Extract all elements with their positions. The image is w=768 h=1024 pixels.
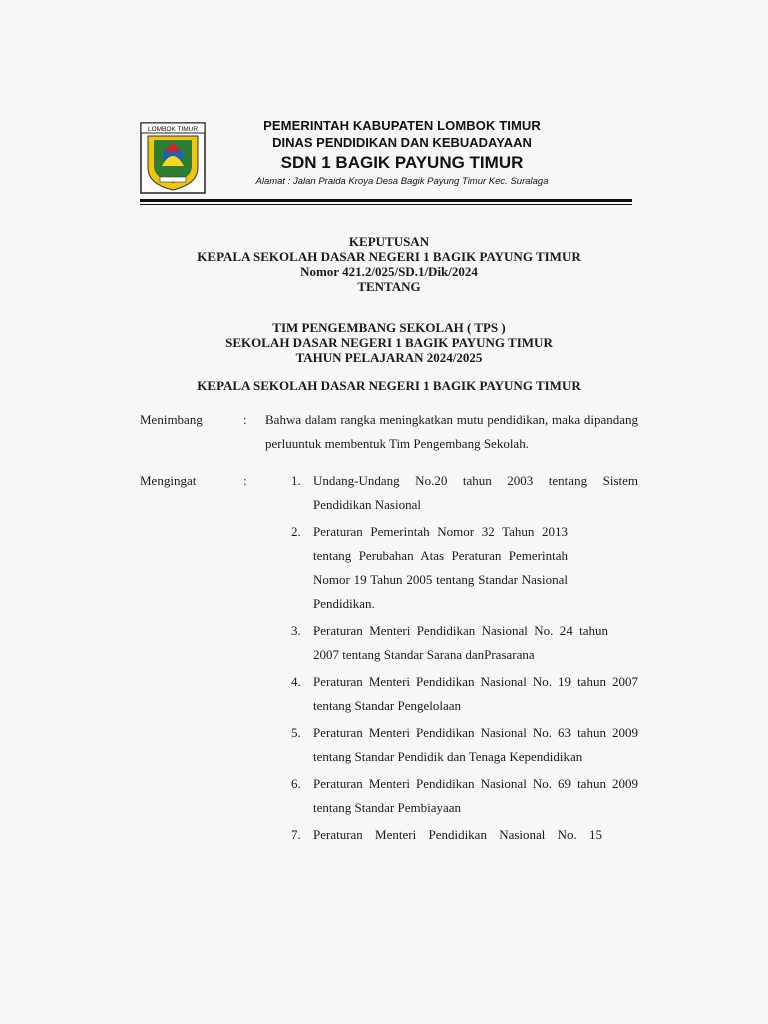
- letterhead-government: PEMERINTAH KABUPATEN LOMBOK TIMUR: [263, 118, 541, 133]
- list-item-number: 7.: [291, 827, 301, 842]
- list-item-number: 2.: [291, 524, 301, 539]
- list-item: [285, 670, 638, 718]
- title-nomor: Nomor 421.2/025/SD.1/Dik/2024: [300, 264, 478, 279]
- letterhead-school-name: SDN 1 BAGIK PAYUNG TIMUR: [280, 153, 524, 172]
- list-item: [285, 520, 638, 616]
- list-item: [285, 469, 638, 517]
- list-item-text: Peraturan Menteri Pendidikan Nasional No. 24 tahun 2007 tentang Standar Sarana danPrasarana: [313, 623, 608, 662]
- menimbang-colon: :: [243, 412, 247, 427]
- issuer-heading: KEPALA SEKOLAH DASAR NEGERI 1 BAGIK PAYUNG TIMUR: [197, 378, 581, 393]
- list-item-text: Peraturan Menteri Pendidikan Nasional No. 19 tahun 2007 tentang Standar Pengelolaan: [313, 674, 638, 713]
- mengingat-list: [285, 469, 638, 850]
- title-tentang: TENTANG: [357, 279, 421, 294]
- mengingat-label: Mengingat: [140, 473, 197, 488]
- list-item-text: Peraturan Menteri Pendidikan Nasional No. 63 tahun 2009 tentang Standar Pendidik dan Tenaga Kependidikan: [313, 725, 638, 764]
- title-kepala: KEPALA SEKOLAH DASAR NEGERI 1 BAGIK PAYUNG TIMUR: [197, 249, 581, 264]
- title-tahun: TAHUN PELAJARAN 2024/2025: [295, 350, 483, 365]
- letterhead-department: DINAS PENDIDIKAN DAN KEBUADAYAAN: [272, 135, 532, 150]
- menimbang-label: Menimbang: [140, 412, 203, 427]
- letterhead-rule-thin: [140, 204, 632, 205]
- title-tim: TIM PENGEMBANG SEKOLAH ( TPS ): [272, 320, 506, 335]
- lombok-timur-emblem-icon: [140, 122, 206, 194]
- list-item-text: Undang-Undang No.20 tahun 2003 tentang Sistem Pendidikan Nasional: [313, 473, 638, 512]
- list-item-number: 1.: [291, 473, 301, 488]
- title-sekolah: SEKOLAH DASAR NEGERI 1 BAGIK PAYUNG TIMUR: [225, 335, 553, 350]
- mengingat-colon: :: [243, 473, 247, 488]
- logo-label: LOMBOK TIMUR: [147, 126, 199, 133]
- list-item-number: 5.: [291, 725, 301, 740]
- title-keputusan: KEPUTUSAN: [348, 234, 430, 249]
- list-item-number: 4.: [291, 674, 301, 689]
- list-item-text: Peraturan Menteri Pendidikan Nasional No. 15: [313, 827, 603, 842]
- list-item: [285, 721, 638, 769]
- menimbang-text: Bahwa dalam rangka meningkatkan mutu pendidikan, maka dipandang perluuntuk membentuk Tim Pengembang Sekolah.: [265, 412, 638, 451]
- list-item: [285, 823, 638, 847]
- list-item-text: Peraturan Pemerintah Nomor 32 Tahun 2013 tentang Perubahan Atas Peraturan Pemerintah Nomor 19 Tahun 2005 tentang Standar Nasional Pendidikan.: [313, 524, 568, 611]
- list-item-number: 3.: [291, 623, 301, 638]
- list-item: [285, 772, 638, 820]
- letterhead-rule-thick: [140, 199, 632, 202]
- list-item-number: 6.: [291, 776, 301, 791]
- list-item: [285, 619, 638, 667]
- list-item-text: Peraturan Menteri Pendidikan Nasional No. 69 tahun 2009 tentang Standar Pembiayaan: [313, 776, 638, 815]
- decree-title: [140, 234, 638, 365]
- letterhead: [212, 117, 592, 189]
- letterhead-address: Alamat : Jalan Praida Kroya Desa Bagik Payung Timur Kec. Suralaga: [255, 176, 549, 187]
